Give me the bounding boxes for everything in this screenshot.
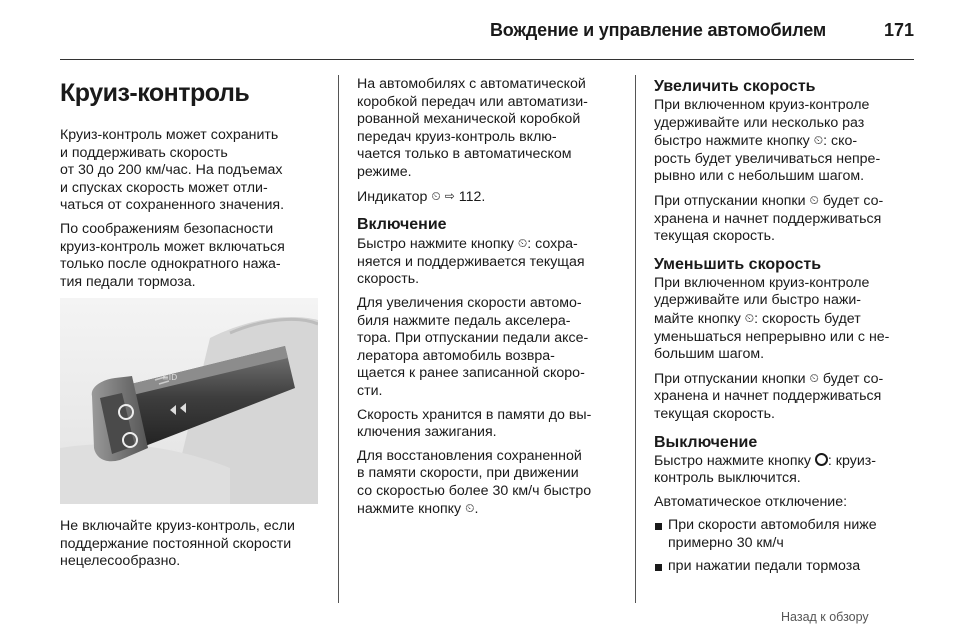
set-button-icon: ⏲ (517, 236, 528, 251)
heading-increase-speed: Увеличить скорость (654, 78, 816, 95)
back-to-overview-link[interactable]: Назад к обзору (781, 610, 869, 624)
res-button-icon: ⏲ (744, 310, 755, 325)
column-divider-1 (338, 75, 339, 603)
list-item: При скорости автомобиля ниже примерно 30 км/ч (654, 517, 916, 552)
cruise-indicator-icon: ⏲ (431, 188, 441, 203)
section-title: Круиз-контроль (60, 79, 250, 107)
res-button-icon: ⏲ (465, 501, 475, 516)
automatic-transmission-paragraph: На автомобилях с автоматической коробкой передач или автоматизи- рованной механической коробкой передач круиз-контроль вклю- чается только в автоматическом режиме. (357, 76, 588, 180)
intro-paragraph: Круиз-контроль может сохранить и поддерживать скорость от 30 до 200 км/час. На подъемах и спусках скорость может отли- чаться от сохраненного значения. (60, 127, 285, 214)
heading-enable: Включение (357, 216, 447, 234)
heading-decrease-speed: Уменьшить скорость (654, 255, 822, 273)
auto-off-list (654, 517, 916, 576)
set-button-icon: ⏲ (809, 192, 819, 207)
svg-text:≡ID: ≡ID (162, 373, 178, 382)
warning-note: Не включайте круиз-контроль, если поддержание постоянной скорости нецелесообразно. (60, 518, 295, 570)
column-1 (60, 78, 318, 297)
page-number: 171 (884, 20, 915, 40)
column-divider-2 (635, 75, 636, 603)
off-button-icon (815, 453, 828, 466)
heading-switch-off: Выключение (654, 433, 758, 451)
list-item: при нажатии педали тормоза (654, 558, 916, 576)
set-button-icon: ⏲ (813, 133, 824, 148)
column-2: На автомобилях с автоматической коробкой передач или автоматизи- рованной механической коробкой передач круиз-контроль вклю- чается только в автоматическом режиме. Индикатор ⏲ ⇨ 112. Включение Быстро нажмите кнопку ⏲: сохра- няется и поддерживается текущая скорость. Для увеличения скорости автомо- биля нажмите педаль акселера- тора. При отпускании педали аксе- лератора автомобиль возвра- щается к ранее записанной скоро- сти. Скорость хранится в памяти до вы- ключения зажигания. Для восстановления сохраненной в памяти скорости, при движении со скоростью более 30 км/ч быстро нажмите кнопку ⏲. (357, 76, 623, 525)
column-3: Увеличить скорость При включенном круиз-контроле удерживайте или несколько раз быстро нажмите кнопку ⏲: ско- рость будет увеличиваться непре- рывно или с небольшим шагом. При отпускании кнопки ⏲ будет со- хранена и начнет поддерживаться текущая скорость. Уменьшить скорость При включенном круиз-контроле удерживайте или быстро нажи- майте кнопку ⏲: скорость будет уменьшаться непрерывно или с не- большим шагом. При отпускании кнопки ⏲ будет со- хранена и начнет поддерживаться текущая скорость. Выключение Быстро нажмите кнопку : круиз- контроль выключится. Автоматическое отключение: При скорости автомобиля ниже примерно 30 км/ч при нажатии педали тормоза (654, 78, 916, 582)
res-button-icon: ⏲ (809, 370, 819, 385)
page-ref-arrow-icon: ⇨ (444, 188, 455, 203)
header-rule (60, 59, 914, 60)
indicator-reference: Индикатор ⏲ ⇨ 112. (357, 188, 486, 205)
safety-paragraph: По соображениям безопасности круиз-контроль может включаться только после однократного нажа- тия педали тормоза. (60, 220, 285, 290)
cruise-control-lever-illustration (60, 298, 318, 504)
header-title: Вождение и управление автомобилем (490, 20, 826, 40)
